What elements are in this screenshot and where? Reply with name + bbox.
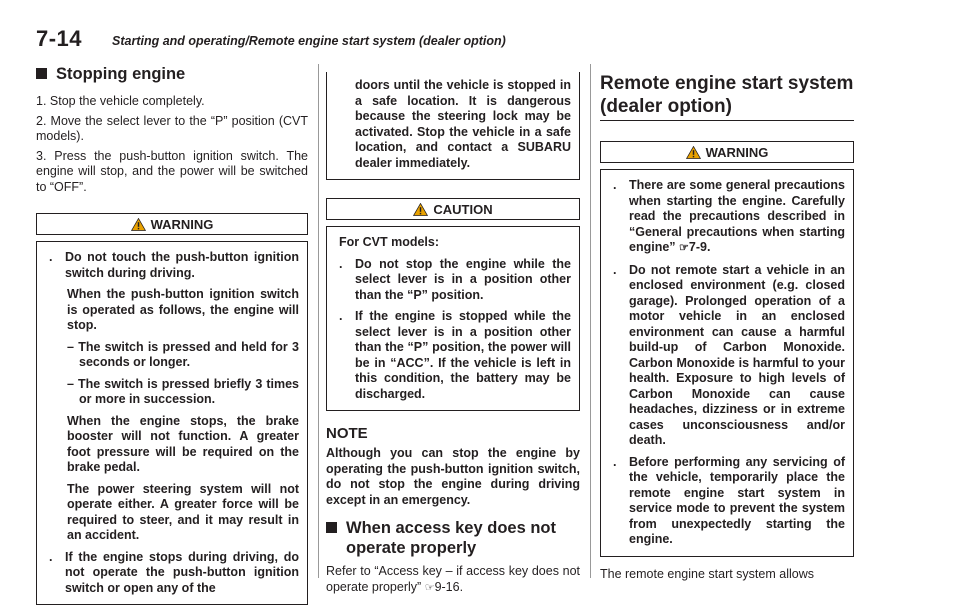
step-3: 3. Press the push-button ignition switch. The engine will stop, and the power will be switched to “OFF”. (36, 148, 308, 194)
step-1: 1. Stop the vehicle completely. (36, 94, 205, 108)
pointing-hand-icon: ☞ (679, 242, 689, 254)
warning-header: WARNING (36, 213, 308, 235)
column-3 (600, 72, 854, 582)
section-title-remote-engine-start: Remote engine start system (dealer option) (600, 72, 854, 121)
steps-list (36, 94, 308, 195)
note-title: NOTE (326, 425, 368, 442)
caution-bullet: . Do not stop the engine while the select lever is in a position other than the “P” position. (339, 256, 571, 302)
step-2: 2. Move the select lever to the “P” position (CVT models). (36, 113, 308, 143)
section-title-stopping-engine: Stopping engine (36, 64, 308, 84)
page-number: 7-14 (36, 26, 83, 51)
column-divider (318, 64, 319, 578)
warning-bullet: . Do not touch the push-button ignition switch during driving. (49, 250, 299, 280)
warning-bullet: . There are some general precautions when starting the engine. Carefully read the precautions described in “General precautions when starting engine” ☞7-9. (613, 178, 845, 254)
caution-bullet: . If the engine is stopped while the select lever is in a position other than the “P” position, the power will be in “ACC”. If the vehicle is left in this condition, the battery may be discharged. (339, 309, 571, 401)
note-text: Although you can stop the engine by operating the push-button ignition switch, do not stop the engine during driving except in an emergency. (326, 446, 580, 507)
warning-bullet: . Before performing any servicing of the vehicle, temporarily place the remote engine start system in service mode to prevent the system from unexpectedly starting the engine. (613, 454, 845, 546)
trailing-body-text: The remote engine start system allows (600, 566, 814, 581)
column-divider (590, 64, 591, 578)
header-title: Starting and operating/Remote engine start system (dealer option) (112, 34, 506, 48)
warning-box (36, 241, 308, 605)
caution-box (326, 226, 580, 411)
warning-paragraph: When the push-button ignition switch is operated as follows, the engine will stop. (67, 287, 299, 332)
section-title-access-key: When access key does not operate properly (326, 518, 580, 558)
warning-box (600, 169, 854, 557)
warning-triangle-icon (686, 146, 701, 159)
reference-page-link[interactable]: 9-16. (434, 579, 464, 594)
column-1 (36, 64, 308, 605)
warning-paragraph: When the engine stops, the brake booster will not function. A greater foot pressure will be required on the brake pedal. (67, 413, 299, 474)
black-square-icon (326, 522, 337, 533)
warning-triangle-icon (413, 203, 428, 216)
warning-dash-item: – The switch is pressed briefly 3 times or more in succession. (67, 376, 299, 406)
page-header (36, 22, 924, 52)
warning-bullet: . Do not remote start a vehicle in an enclosed environment (e.g. closed garage). Prolonged operation of a motor vehicle in an enclosed environment can cause a harmful build-up of Carbon Monoxide. Carbon Monoxide is harmful to your health. Exposure to high levels of Carbon Monoxide can cause headaches, dizziness or in extreme cases unconsciousness and/or death. (613, 262, 845, 447)
caution-header: CAUTION (326, 198, 580, 220)
column-2 (326, 72, 580, 596)
warning-dash-item: – The switch is pressed and held for 3 seconds or longer. (67, 339, 299, 369)
black-square-icon (36, 68, 47, 79)
pointing-hand-icon: ☞ (424, 581, 435, 594)
warning-paragraph: The power steering system will not operate either. A greater force will be required to steer, and it may result in an accident. (67, 481, 299, 542)
warning-box-continued (326, 72, 580, 180)
reference-page-link[interactable]: 7-9. (688, 240, 711, 254)
warning-triangle-icon (131, 218, 146, 231)
warning-continued-text: doors until the vehicle is stopped in a safe location. It is dangerous because the steering lock may be activated. Stop the vehicle in a safe location, and contact a SUBARU dealer immediately. (355, 78, 571, 170)
warning-header: WARNING (600, 141, 854, 163)
caution-intro: For CVT models: (339, 235, 440, 249)
reference-text: Refer to “Access key – if access key does not operate properly” ☞9-16. (326, 564, 580, 594)
warning-bullet: . If the engine stops during driving, do not operate the push-button ignition switch or open any of the (49, 549, 299, 595)
